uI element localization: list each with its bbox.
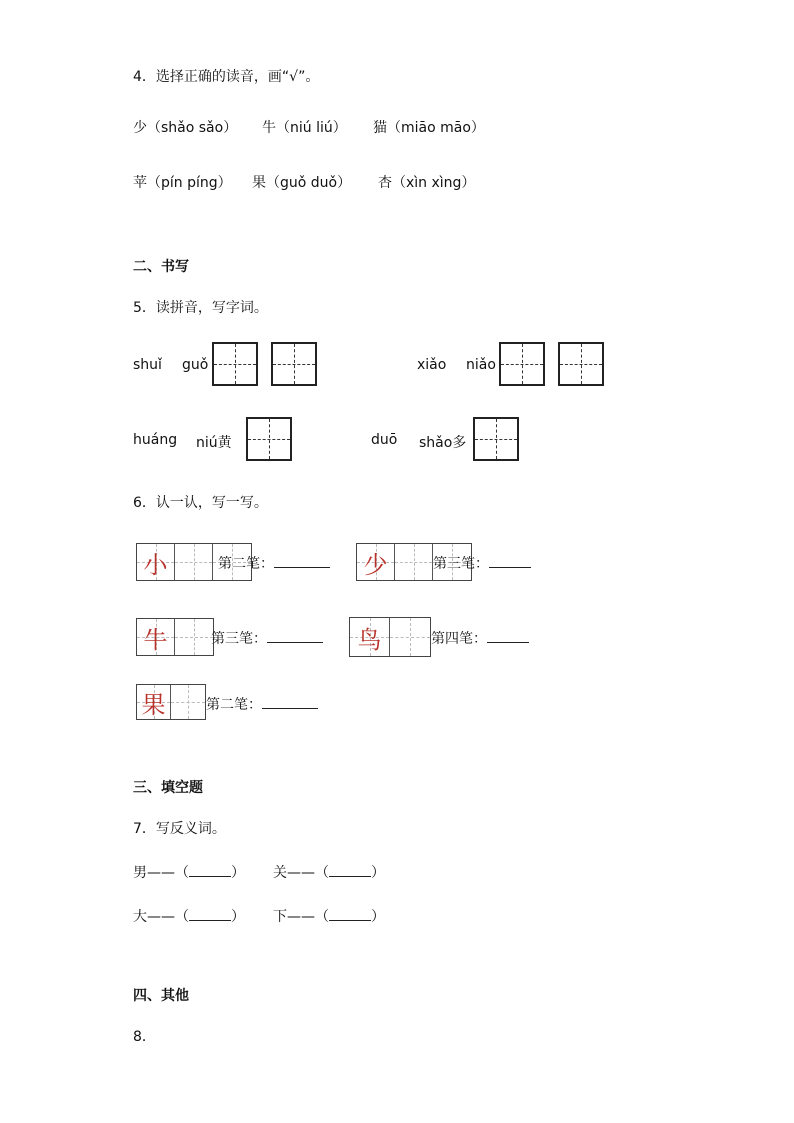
stroke-label: 第四笔： [431,628,529,648]
stroke-label: 第二笔： [218,553,330,573]
answer-blank[interactable] [489,567,531,568]
writing-grid-box[interactable] [212,342,258,386]
answer-blank[interactable] [262,708,318,709]
pinyin-duo: duō [371,432,398,448]
answer-blank[interactable] [267,642,323,643]
answer-blank[interactable] [487,642,529,643]
char-guo: 果 [141,690,166,719]
pinyin-huang: huáng [133,432,178,448]
pinyin-niu-huang: niú黄 [196,435,232,451]
q4-title: 4．选择正确的读音，画“√”。 [133,69,320,85]
q7-title: 7．写反义词。 [133,821,226,837]
stroke-order-box [136,618,214,656]
answer-blank[interactable] [189,920,231,921]
stroke-label: 第三笔： [211,628,323,648]
char-xiao: 小 [143,550,168,579]
char-shao: 少 [363,550,388,579]
antonym-item: 男——（ ） [133,865,245,881]
stroke-order-box [349,617,431,657]
section-4-heading: 四、其他 [133,988,189,1004]
stroke-order-box [136,684,206,720]
answer-blank[interactable] [274,567,330,568]
q4-option-xing: 杏（xìn xìng） [378,175,476,191]
antonym-item: 下——（ ） [273,909,385,925]
q4-option-mao: 猫（miāo māo） [373,120,485,136]
stroke-label: 第二笔： [206,694,318,714]
q6-title: 6．认一认，写一写。 [133,495,268,511]
answer-blank[interactable] [329,920,371,921]
writing-grid-box[interactable] [246,417,292,461]
char-niu: 牛 [143,625,168,654]
answer-blank[interactable] [189,876,231,877]
answer-blank[interactable] [329,876,371,877]
q4-option-guo: 果（guǒ duǒ） [252,175,352,191]
q4-option-niu: 牛（niú liú） [262,120,347,136]
stroke-label: 第三笔： [433,553,531,573]
pinyin-shui: shuǐ [133,357,162,373]
q5-title: 5．读拼音，写字词。 [133,300,268,316]
writing-grid-box[interactable] [271,342,317,386]
writing-grid-box[interactable] [499,342,545,386]
antonym-item: 关——（ ） [273,865,385,881]
pinyin-xiao: xiǎo [417,357,447,373]
q4-option-shao: 少（shǎo sǎo） [133,120,238,136]
antonym-item: 大——（ ） [133,909,245,925]
char-niao: 鸟 [357,625,382,654]
section-3-heading: 三、填空题 [133,780,203,796]
q8-title: 8． [133,1029,156,1045]
writing-grid-box[interactable] [473,417,519,461]
pinyin-niao: niǎo [466,357,496,373]
section-2-heading: 二、书写 [133,259,189,275]
pinyin-shao-duo: shǎo多 [419,435,467,451]
q4-option-ping: 苹（pín píng） [133,175,232,191]
pinyin-guo: guǒ [182,357,209,373]
writing-grid-box[interactable] [558,342,604,386]
